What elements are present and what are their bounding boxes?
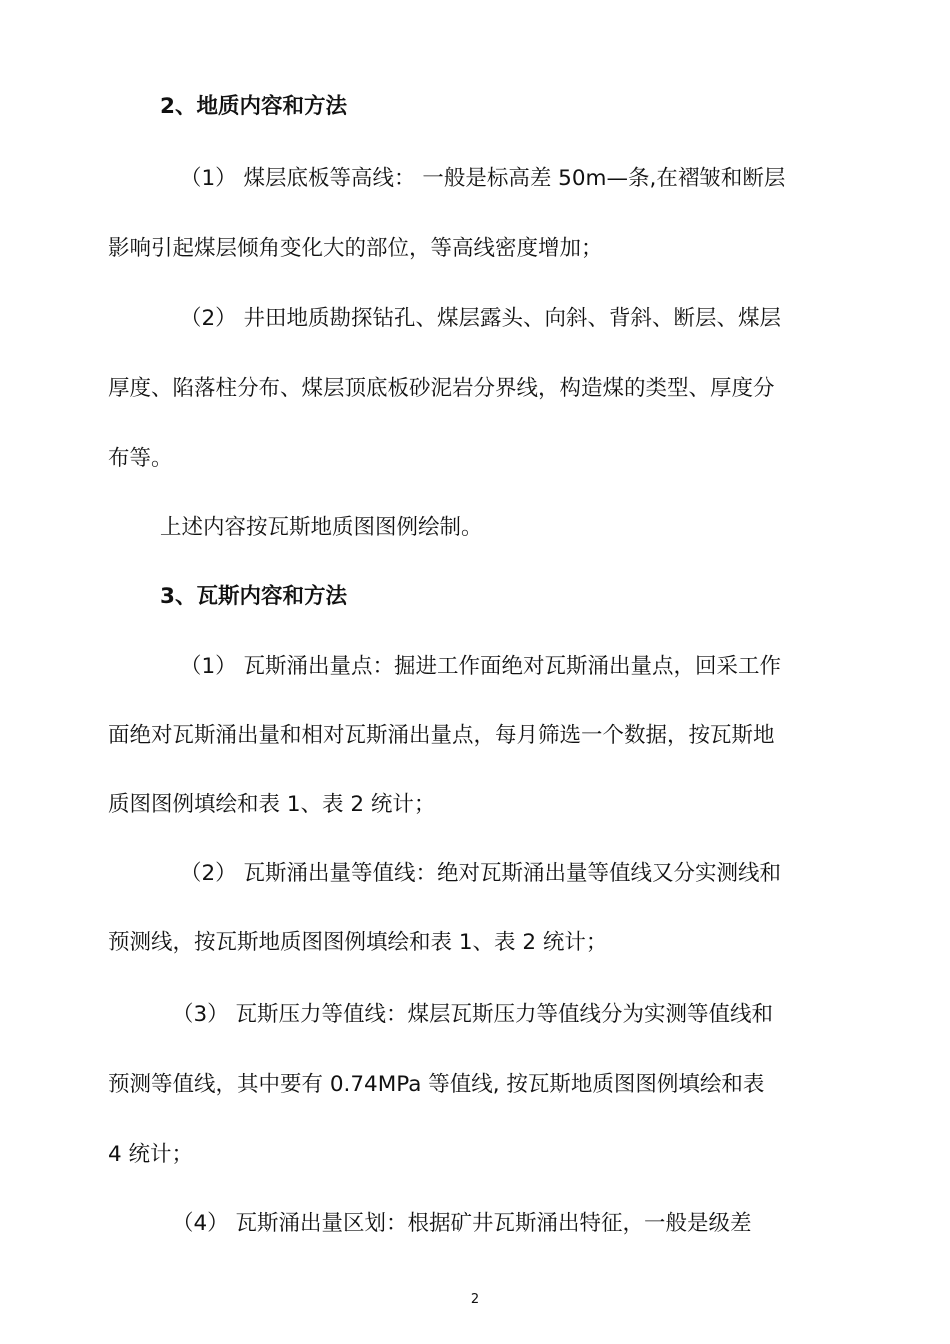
text-line: 3、瓦斯内容和方法 xyxy=(160,584,347,609)
text-line: 布等。 xyxy=(108,446,173,471)
paragraph-line xyxy=(0,995,950,1035)
text-line: （3） 瓦斯压力等值线：煤层瓦斯压力等值线分为实测等值线和 xyxy=(172,1002,774,1027)
paragraph-line xyxy=(0,1065,950,1105)
text-line: 厚度、陷落柱分布、煤层顶底板砂泥岩分界线，构造煤的类型、厚度分 xyxy=(108,376,775,401)
text-line: （1） 瓦斯涌出量点：掘进工作面绝对瓦斯涌出量点，回采工作 xyxy=(180,654,782,679)
paragraph-line xyxy=(0,369,950,409)
paragraph-line xyxy=(0,854,950,894)
paragraph-line xyxy=(0,1135,950,1175)
text-line: （4） 瓦斯涌出量区划：根据矿井瓦斯涌出特征，一般是级差 xyxy=(172,1211,752,1236)
paragraph-line xyxy=(0,785,950,825)
text-line: （2） 井田地质勘探钻孔、煤层露头、向斜、背斜、断层、煤层 xyxy=(180,306,782,331)
section-heading-geology xyxy=(0,87,950,127)
text-line: 4 统计； xyxy=(108,1142,194,1167)
text-line: 预测线，按瓦斯地质图图例填绘和表 1、表 2 统计； xyxy=(108,930,608,955)
text-line: （1） 煤层底板等高线： 一般是标高差 50m—条,在褶皱和断层 xyxy=(180,166,786,191)
paragraph-line xyxy=(0,229,950,269)
paragraph-line xyxy=(0,299,950,339)
paragraph-line xyxy=(0,159,950,199)
text-line: 上述内容按瓦斯地质图图例绘制。 xyxy=(160,515,483,540)
paragraph-line xyxy=(0,923,950,963)
text-line: 面绝对瓦斯涌出量和相对瓦斯涌出量点，每月筛选一个数据，按瓦斯地 xyxy=(108,723,775,748)
text-line: 2、地质内容和方法 xyxy=(160,94,347,119)
paragraph-line xyxy=(0,647,950,687)
paragraph-line xyxy=(0,508,950,548)
text-line: 预测等值线，其中要有 0.74MPa 等值线, 按瓦斯地质图图例填绘和表 xyxy=(108,1072,765,1097)
paragraph-line xyxy=(0,716,950,756)
text-line: （2） 瓦斯涌出量等值线：绝对瓦斯涌出量等值线又分实测线和 xyxy=(180,861,782,886)
paragraph-line xyxy=(0,1204,950,1244)
text-line: 质图图例填绘和表 1、表 2 统计； xyxy=(108,792,436,817)
section-heading-gas xyxy=(0,577,950,617)
page-number: 2 xyxy=(470,1292,480,1307)
paragraph-line xyxy=(0,439,950,479)
text-line: 影响引起煤层倾角变化大的部位，等高线密度增加； xyxy=(108,236,603,261)
